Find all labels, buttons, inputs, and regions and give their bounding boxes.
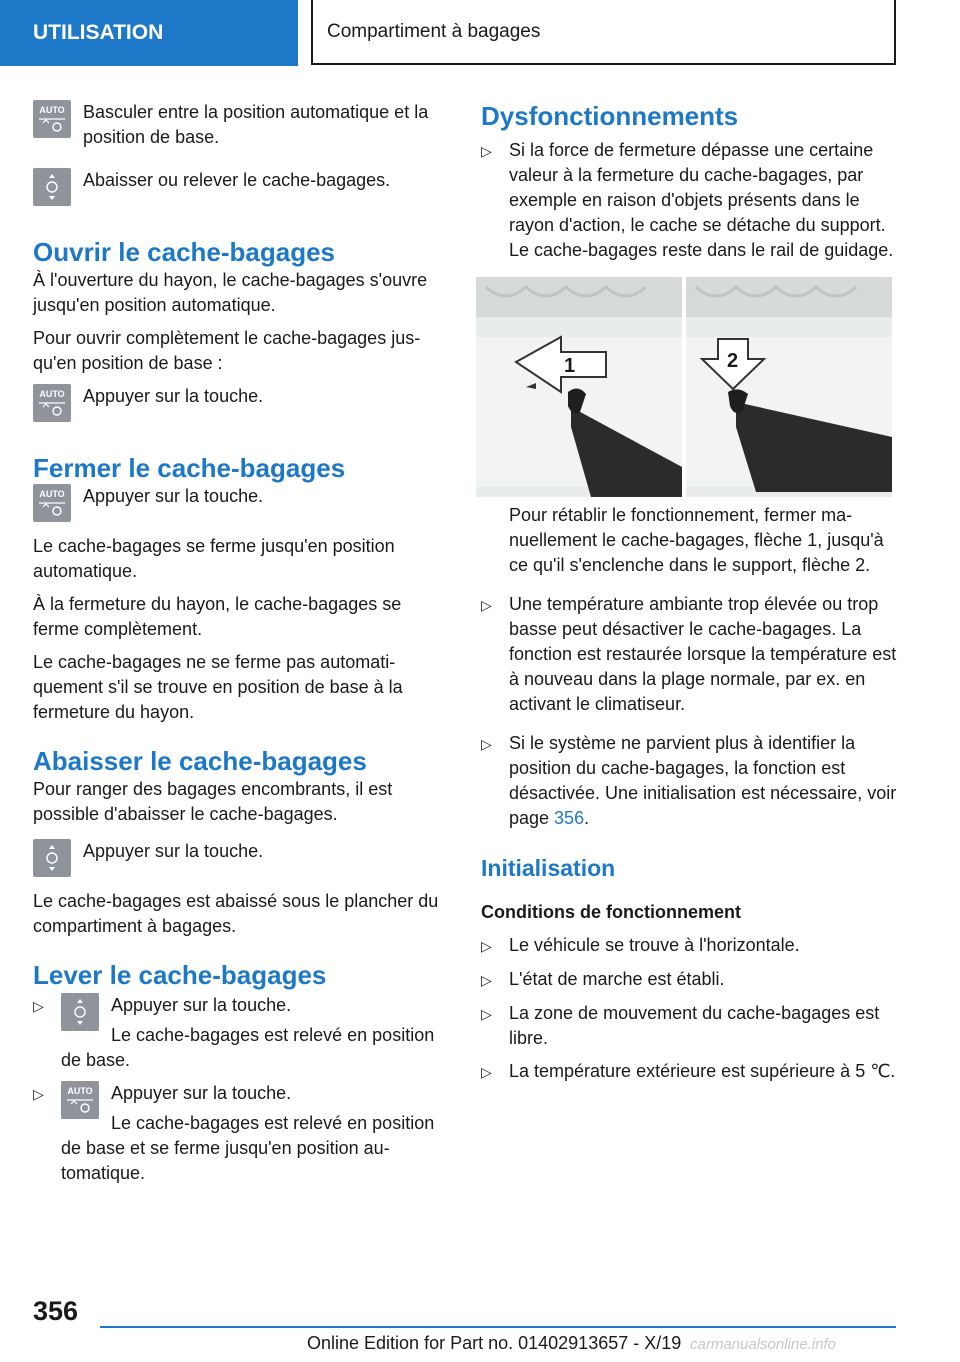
cover-support-illustration <box>476 277 892 497</box>
svg-text:AUTO: AUTO <box>39 389 65 399</box>
triangle-bullet-icon: ▷ <box>481 1064 492 1080</box>
triangle-bullet-icon: ▷ <box>481 736 492 752</box>
malfunction-bullet-1 <box>481 138 899 263</box>
illustration-panel-1 <box>476 277 682 497</box>
intro-manual-row <box>33 168 449 206</box>
close-step-row <box>33 484 449 522</box>
close-step-text: Appuyer sur la touche. <box>83 486 264 506</box>
cover-up-down-button-icon <box>33 839 71 877</box>
raise-step-2-text: Appuyer sur la touche. <box>111 1083 292 1103</box>
auto-button-icon <box>33 384 71 422</box>
open-heading: Ouvrir le cache-bagages <box>33 237 336 267</box>
auto-button-icon <box>33 484 71 522</box>
conditions-heading: Conditions de fonctionnement <box>481 902 741 922</box>
triangle-bullet-icon: ▷ <box>33 998 44 1014</box>
malfunction-b2-text: Une température ambiante trop élevée ou trop basse peut désactiver le cache-bagages. La fonction est restaurée lorsque la température est à nouveau dans la plage normale, par ex. en activant le climatiseur. <box>509 594 897 714</box>
section-title: UTILISATION <box>33 21 164 44</box>
condition-item <box>481 933 899 959</box>
auto-button-icon <box>33 100 71 138</box>
malfunction-b1-text: Si la force de fermeture dépasse une certaine valeur à la fermeture du cache-bagages, par exemple en raison d'objets présents dans le rayon d'action, le cache se détache du support. Le cache-bagages reste dans le rail de guidage. <box>509 140 894 260</box>
condition-text: La zone de mouvement du cache-bagages est libre. <box>509 1003 880 1048</box>
page-header <box>311 0 896 65</box>
page-title: Compartiment à bagages <box>327 20 541 42</box>
auto-button-icon <box>61 1081 99 1119</box>
malfunction-b3-text <box>509 731 899 831</box>
page-link-356[interactable]: 356 <box>554 808 585 828</box>
svg-text:AUTO: AUTO <box>39 105 65 115</box>
watermark: carmanualsonline.info <box>690 1336 836 1353</box>
lower-p2: Le cache-bagages est abaissé sous le plancher du compartiment à bagages. <box>33 891 439 936</box>
triangle-bullet-icon: ▷ <box>481 1006 492 1022</box>
close-heading: Fermer le cache-bagages <box>33 453 346 483</box>
malfunction-b1-after: Pour rétablir le fonctionnement, fermer manuellement le cache-bagages, flèche 1, jusqu'à ce qu'il s'enclenche dans le support, flèche 2. <box>509 505 884 575</box>
condition-item <box>481 1001 899 1051</box>
open-step-text: Appuyer sur la touche. <box>83 386 264 406</box>
condition-item <box>481 1059 899 1085</box>
triangle-bullet-icon: ▷ <box>481 597 492 613</box>
intro-manual-text: Abaisser ou relever le cache-bagages. <box>83 170 391 190</box>
malfunction-bullet-3 <box>481 731 899 831</box>
triangle-bullet-icon: ▷ <box>481 972 492 988</box>
open-p1: À l'ouverture du hayon, le cache-bagages s'ouvre jusqu'en position automatique. <box>33 270 428 315</box>
cover-up-down-button-icon <box>61 993 99 1031</box>
section-tab <box>0 0 298 66</box>
lower-step-row <box>33 839 449 877</box>
open-step-row <box>33 384 449 422</box>
lower-p1: Pour ranger des bagages encombrants, il est possible d'abaisser le cache-bagages. <box>33 779 393 824</box>
footer-edition: Online Edition for Part no. 01402913657 - X/19 <box>307 1333 682 1353</box>
svg-text:AUTO: AUTO <box>39 489 65 499</box>
intro-auto-text: Basculer entre la position automatique et la position de base. <box>83 102 429 147</box>
right-column <box>481 100 899 1085</box>
open-p2: Pour ouvrir complètement le cache-bagages jusqu'en position de base : <box>33 328 421 373</box>
malfunction-bullet-2 <box>481 592 899 717</box>
left-column <box>33 100 449 1186</box>
triangle-bullet-icon: ▷ <box>481 143 492 159</box>
raise-b1-text: Le cache-bagages est relevé en position de base. <box>61 1025 435 1070</box>
triangle-bullet-icon: ▷ <box>33 1086 44 1102</box>
arrow-label-1: 1 <box>564 355 576 377</box>
footer-divider <box>100 1326 896 1328</box>
condition-text: L'état de marche est établi. <box>509 969 725 989</box>
malfunction-b3-post: . <box>584 808 590 828</box>
raise-heading: Lever le cache-bagages <box>33 960 327 990</box>
lower-step-text: Appuyer sur la touche. <box>83 841 264 861</box>
close-p2: À la fermeture du hayon, le cache-bagages se ferme complètement. <box>33 594 402 639</box>
svg-text:AUTO: AUTO <box>67 1086 93 1096</box>
raise-b2-text: Le cache-bagages est relevé en position de base et se ferme jusqu'en position automatique. <box>61 1113 435 1183</box>
close-p3: Le cache-bagages ne se ferme pas automatiquement s'il se trouve en position de base à la fermeture du hayon. <box>33 652 403 722</box>
cover-up-down-button-icon <box>33 168 71 206</box>
malfunction-heading: Dysfonctionnements <box>481 101 739 131</box>
intro-auto-row <box>33 100 449 150</box>
malfunction-b3-pre: Si le système ne parvient plus à identifier la position du cache-bagages, la fonction est désactivée. Une initialisation est nécessaire, voir page <box>509 733 897 828</box>
close-p1: Le cache-bagages se ferme jusqu'en position automatique. <box>33 536 395 581</box>
arrow-label-2: 2 <box>727 350 739 372</box>
illustration-panel-2 <box>686 277 892 497</box>
page-number: 356 <box>33 1296 79 1326</box>
lower-heading: Abaisser le cache-bagages <box>33 746 367 776</box>
init-heading: Initialisation <box>481 855 616 881</box>
condition-text: La température extérieure est supérieure à 5 ℃. <box>509 1061 896 1081</box>
raise-step-1-text: Appuyer sur la touche. <box>111 995 292 1015</box>
triangle-bullet-icon: ▷ <box>481 938 492 954</box>
condition-text: Le véhicule se trouve à l'horizontale. <box>509 935 800 955</box>
condition-item <box>481 967 899 993</box>
